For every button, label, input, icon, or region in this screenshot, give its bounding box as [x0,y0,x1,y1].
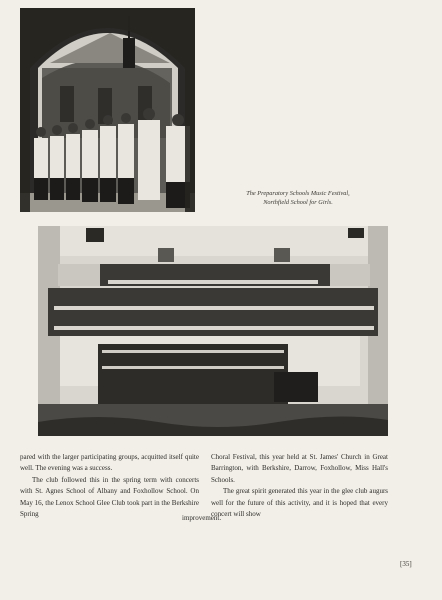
photo-caption [218,190,378,207]
caption-line-2: Northfield School for Girls. [263,198,333,206]
caption-line-1: The Preparatory Schools Music Festival, [246,190,350,197]
photo-procession-image [20,8,195,212]
text-column-left [20,452,199,520]
left-paragraph-2: The club followed this in the spring term with concerts with St. Agnes School of Albany and Foxhollow School. On May 16, the Lenox School Glee Club took part in the Berkshire Spring [20,475,199,519]
left-paragraph-1: pared with the larger participating groups, acquitted itself quite well. The evening was a success. [20,453,199,473]
photo-choir [38,226,388,436]
photo-procession [20,8,195,212]
right-paragraph-2: The great spirit generated this year in the glee club augurs well for the future of this activity, and it is hoped that every concert will show [211,487,388,519]
page-number: [35] [400,560,412,568]
right-paragraph-1: Choral Festival, this year held at St. James' Church in Great Barrington, with Berkshire, Darrow, Foxhollow, Miss Hall's Schools. [211,453,388,484]
closing-line: improvement. [182,514,222,522]
text-column-right [211,452,388,520]
photo-choir-image [38,226,388,436]
